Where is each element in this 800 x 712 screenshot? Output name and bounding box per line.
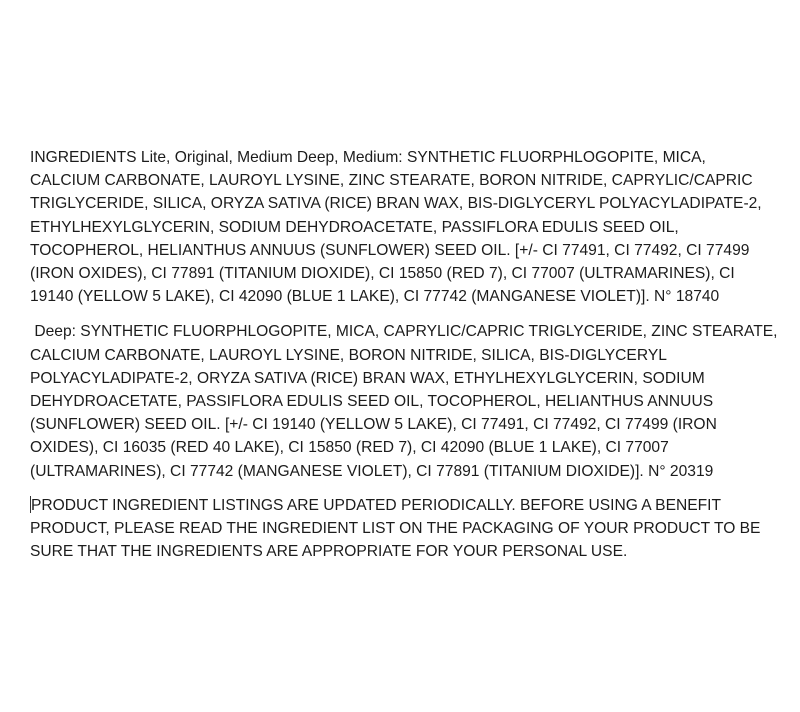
paragraph-spacer (30, 483, 780, 494)
disclaimer-text: PRODUCT INGREDIENT LISTINGS ARE UPDATED PERIODICALLY. BEFORE USING A BENEFIT PRODUCT, PLEASE READ THE INGREDIENT LIST ON THE PACKAGING OF YOUR PRODUCT TO BE SURE THAT THE INGREDIENTS ARE APPROPRIATE FOR YOUR PERSONAL USE. (30, 496, 765, 561)
ingredients-deep-paragraph: Deep: SYNTHETIC FLUORPHLOGOPITE, MICA, CAPRYLIC/CAPRIC TRIGLYCERIDE, ZINC STEARATE, CALCIUM CARBONATE, LAUROYL LYSINE, BORON NITRIDE, SILICA, BIS-DIGLYCERYL POLYACYLADIPATE-2, ORYZA SATIVA (RICE) BRAN WAX, ETHYLHEXYLGLYCERIN, SODIUM DEHYDROACETATE, PASSIFLORA EDULIS SEED OIL, TOCOPHEROL, HELIANTHUS ANNUUS (SUNFLOWER) SEED OIL. [+/- CI 19140 (YELLOW 5 LAKE), CI 77491, CI 77492, CI 77499 (IRON OXIDES), CI 16035 (RED 40 LAKE), CI 15850 (RED 7), CI 42090 (BLUE 1 LAKE), CI 77007 (ULTRAMARINES), CI 77742 (MANGANESE VIOLET), CI 77891 (TITANIUM DIOXIDE)]. N° 20319 (30, 323, 782, 480)
paragraph-spacer (30, 308, 780, 320)
ingredients-lite-original-medium-paragraph: INGREDIENTS Lite, Original, Medium Deep, Medium: SYNTHETIC FLUORPHLOGOPITE, MICA, CALCIUM CARBONATE, LAUROYL LYSINE, ZINC STEARATE, BORON NITRIDE, CAPRYLIC/CAPRIC TRIGLYCERIDE, SILICA, ORYZA SATIVA (RICE) BRAN WAX, BIS-DIGLYCERYL POLYACYLADIPATE-2, ETHYLHEXYLGLYCERIN, SODIUM DEHYDROACETATE, PASSIFLORA EDULIS SEED OIL, TOCOPHEROL, HELIANTHUS ANNUUS (SUNFLOWER) SEED OIL. [+/- CI 77491, CI 77492, CI 77499 (IRON OXIDES), CI 77891 (TITANIUM DIOXIDE), CI 15850 (RED 7), CI 77007 (ULTRAMARINES), CI 19140 (YELLOW 5 LAKE), CI 42090 (BLUE 1 LAKE), CI 77742 (MANGANESE VIOLET)]. N° 18740 (30, 149, 766, 306)
disclaimer-paragraph[interactable] (30, 494, 780, 564)
ingredients-document (30, 146, 780, 563)
